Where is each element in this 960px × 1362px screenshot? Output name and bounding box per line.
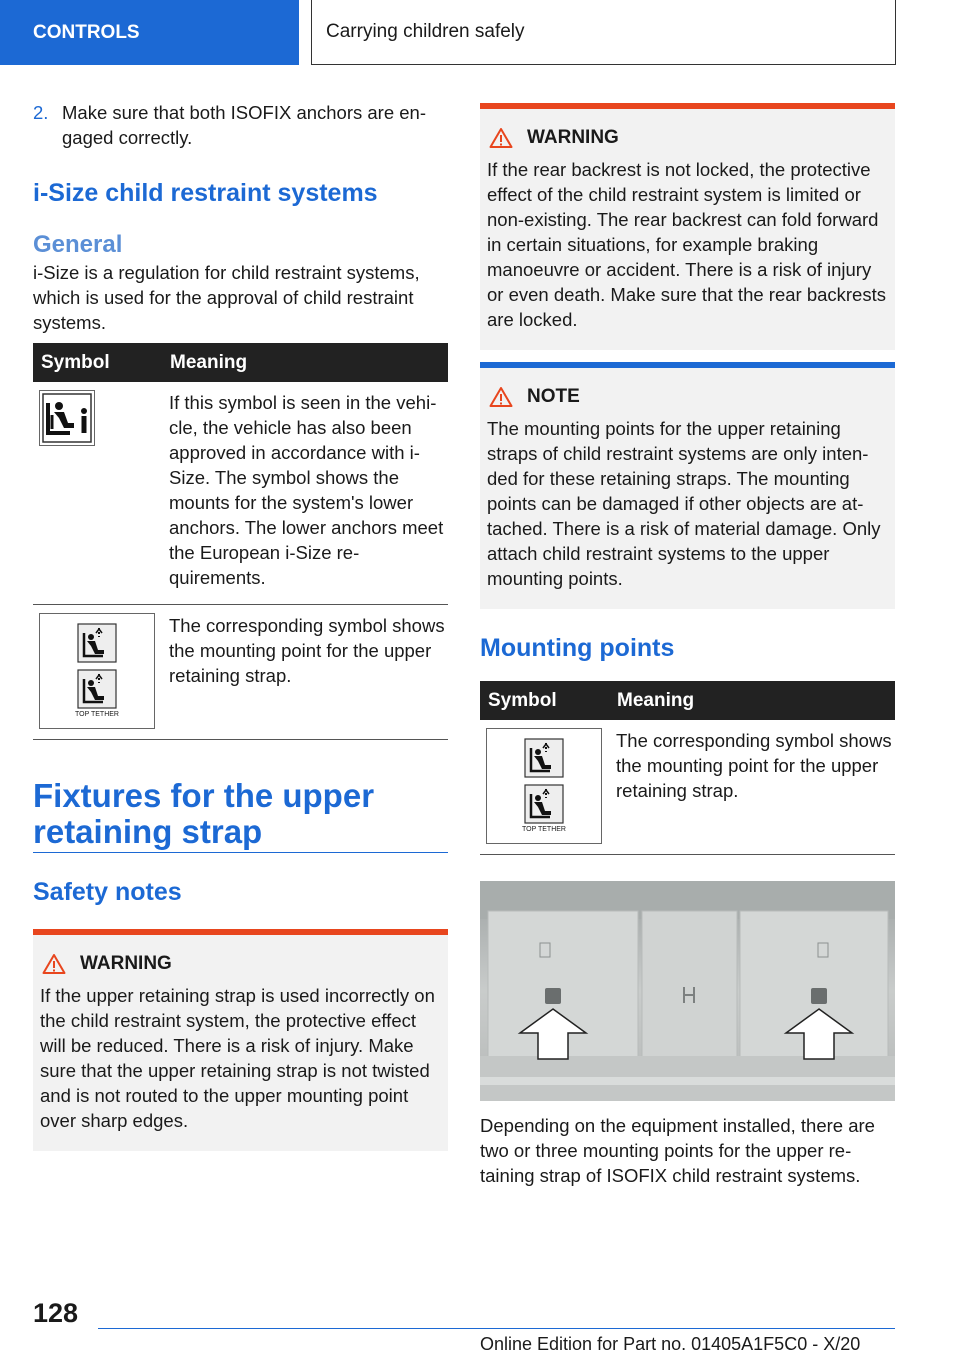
- symbol-cell: [33, 382, 162, 605]
- footer-edition: Online Edition for Part no. 01405A1F5C0 - X/20: [480, 1334, 861, 1354]
- warning-triangle-icon: [489, 127, 513, 149]
- warning-title: WARNING: [527, 127, 619, 148]
- warning-box: [33, 929, 448, 1151]
- note-triangle-icon: [489, 386, 513, 408]
- header-section-label: CONTROLS: [0, 0, 299, 65]
- column-header-meaning: Meaning: [162, 343, 448, 382]
- meaning-cell: The corresponding symbol shows the mounting point for the upper retaining strap.: [609, 720, 895, 855]
- top-tether-label: TOP TETHER: [522, 826, 566, 833]
- instruction-step: [33, 100, 448, 150]
- safety-notes-heading: Safety notes: [33, 878, 182, 906]
- symbol-cell: [480, 720, 609, 855]
- warning-text: If the rear backrest is not locked, the protective effect of the child restraint system is limited or non-existing. The rear backrest can fold forward in certain situations, for example braking manoeuvre or accident. There is a risk of injury or even death. Make sure that the rear backrests are locked.: [487, 159, 886, 330]
- top-tether-icon: [39, 613, 155, 729]
- top-tether-icon: [486, 728, 602, 844]
- warning-title-row: [40, 949, 440, 979]
- note-text: The mounting points for the upper retaining straps of child restraint systems are only intended for these retaining straps. The mounting points can be damaged if other objects are attached. There is a risk of material damage. Only attach child restraint systems to the upper mounting points.: [487, 418, 881, 589]
- mounting-symbol-table: [480, 681, 895, 855]
- fixtures-heading-block: [33, 778, 448, 853]
- warning-text: If the upper retaining strap is used incorrectly on the child restraint system, the protective effect will be reduced. There is a risk of injury. Make sure that the upper retaining strap is not twisted and is not routed to the upper mounting point over sharp edges.: [40, 985, 435, 1131]
- left-column: [33, 100, 448, 1151]
- meaning-cell: The corresponding symbol shows the mounting point for the upper retaining strap.: [162, 605, 448, 740]
- step-number: 2.: [33, 102, 49, 123]
- warning-triangle-icon: [42, 953, 66, 975]
- top-tether-label: TOP TETHER: [75, 711, 119, 718]
- footer-divider: [98, 1328, 895, 1329]
- meaning-cell: If this symbol is seen in the vehicle, the vehicle has also been approved in accordance with i-Size. The symbol shows the mounts for the system's lower anchors. The lower anchors meet the European i-Size requirements.: [162, 382, 448, 605]
- note-box: [480, 362, 895, 609]
- table-row: [33, 605, 448, 740]
- table-row: [33, 382, 448, 605]
- header-chapter-title: Carrying children safely: [311, 0, 896, 65]
- general-heading: General: [33, 231, 123, 258]
- note-title-row: [487, 382, 887, 412]
- step-text: Make sure that both ISOFIX anchors are engaged correctly.: [62, 102, 427, 148]
- warning-box: [480, 103, 895, 350]
- column-header-symbol: Symbol: [33, 343, 162, 382]
- isize-symbol-table: [33, 343, 448, 740]
- right-column: [480, 103, 895, 1188]
- mounting-points-heading: Mounting points: [480, 634, 675, 662]
- page-number: 128: [33, 1298, 79, 1328]
- symbol-cell: [33, 605, 162, 740]
- warning-title-row: [487, 123, 887, 153]
- isize-heading: i-Size child restraint systems: [33, 179, 378, 207]
- table-row: [480, 720, 895, 855]
- fixtures-heading: Fixtures for the upper retaining strap: [33, 777, 375, 850]
- mounting-points-photo: [480, 881, 895, 1101]
- note-title: NOTE: [527, 386, 580, 407]
- column-header-meaning: Meaning: [609, 681, 895, 720]
- warning-title: WARNING: [80, 953, 172, 974]
- isize-seat-icon: [39, 390, 95, 446]
- mounting-caption: Depending on the equipment installed, there are two or three mounting points for the upper retaining strap of ISOFIX child restraint systems.: [480, 1115, 875, 1186]
- general-text: i-Size is a regulation for child restraint systems, which is used for the approval of child restraint systems.: [33, 262, 420, 333]
- column-header-symbol: Symbol: [480, 681, 609, 720]
